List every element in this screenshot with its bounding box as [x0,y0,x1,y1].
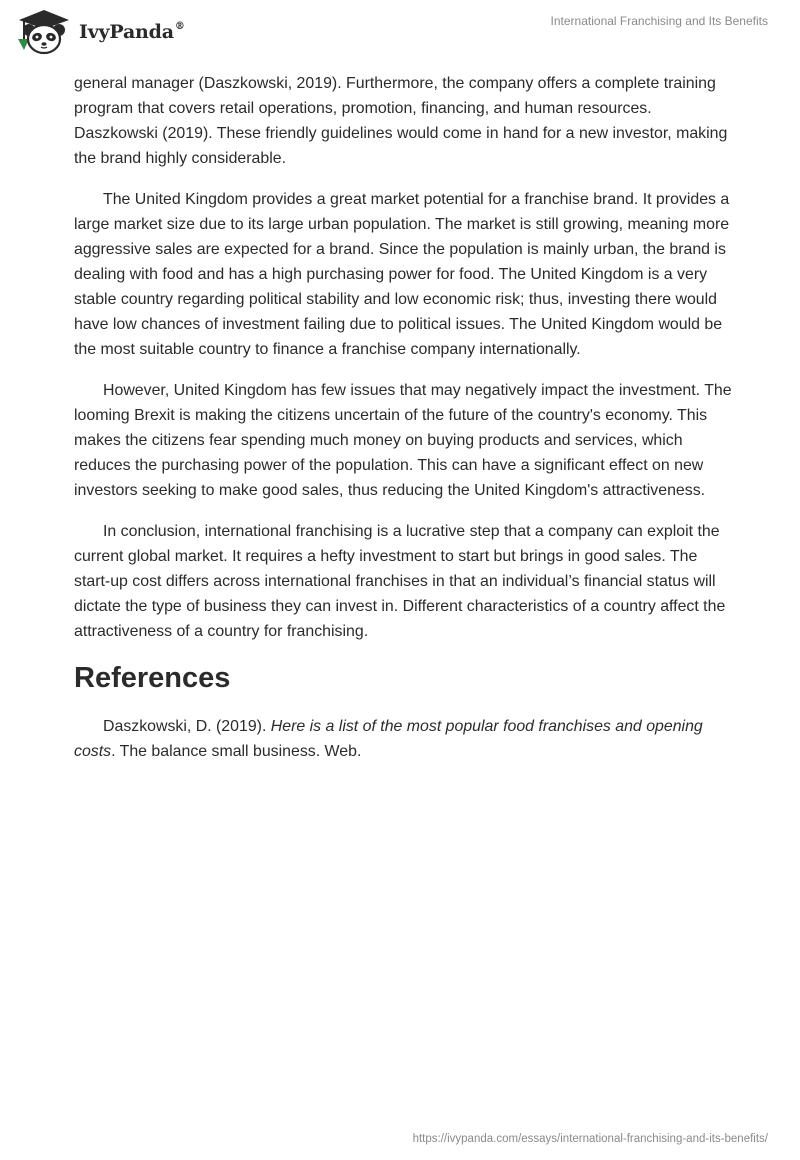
document-title: International Franchising and Its Benefits [550,14,768,28]
essay-content [74,71,734,780]
body-paragraph: The United Kingdom provides a great market potential for a franchise brand. It provides a large market size due to its large urban population. The market is still growing, meaning more aggressive sales are expected for a brand. Since the population is mainly urban, the brand is dealing with food and has a high purchasing power for food. The United Kingdom is a very stable country regarding political stability and low economic risk; thus, investing there would have low chances of investment failing due to political issues. The United Kingdom would be the most suitable country to finance a franchise company internationally. [74,191,730,358]
registered-mark: ® [174,20,185,32]
body-paragraph: general manager (Daszkowski, 2019). Furthermore, the company offers a complete training program that covers retail operations, promotion, financing, and human resources. Daszkowski (2019). These friendly guidelines would come in hand for a new investor, making the brand highly considerable. [74,75,728,167]
references-heading: References [74,662,231,694]
reference-author-year: Daszkowski, D. (2019). [103,718,271,735]
brand-name: IvyPanda® [79,20,185,43]
ivypanda-logo[interactable] [15,7,185,55]
reference-entry [74,714,734,764]
reference-source: . The balance small business. Web. [111,743,362,760]
body-paragraph: In conclusion, international franchising is a lucrative step that a company can exploit the current global market. It requires a hefty investment to start but brings in good sales. The start-up cost differs across international franchises in that an individual’s financial status will dictate the type of business they can invest in. Different characteristics of a country affect the attractiveness of a country for franchising. [74,523,726,640]
source-url[interactable]: https://ivypanda.com/essays/international-franchising-and-its-benefits/ [412,1133,768,1145]
body-paragraph: However, United Kingdom has few issues that may negatively impact the investment. The looming Brexit is making the citizens uncertain of the future of the country's economy. This makes the citizens fear spending much money on buying products and services, which reduces the purchasing power of the population. This can have a significant effect on new investors seeking to make good sales, thus reducing the United Kingdom's attractiveness. [74,382,732,499]
page-header [0,0,800,60]
reference-title: Here is a list of the most popular food franchises and opening costs [74,718,703,760]
panda-graduation-cap-icon [15,7,73,55]
